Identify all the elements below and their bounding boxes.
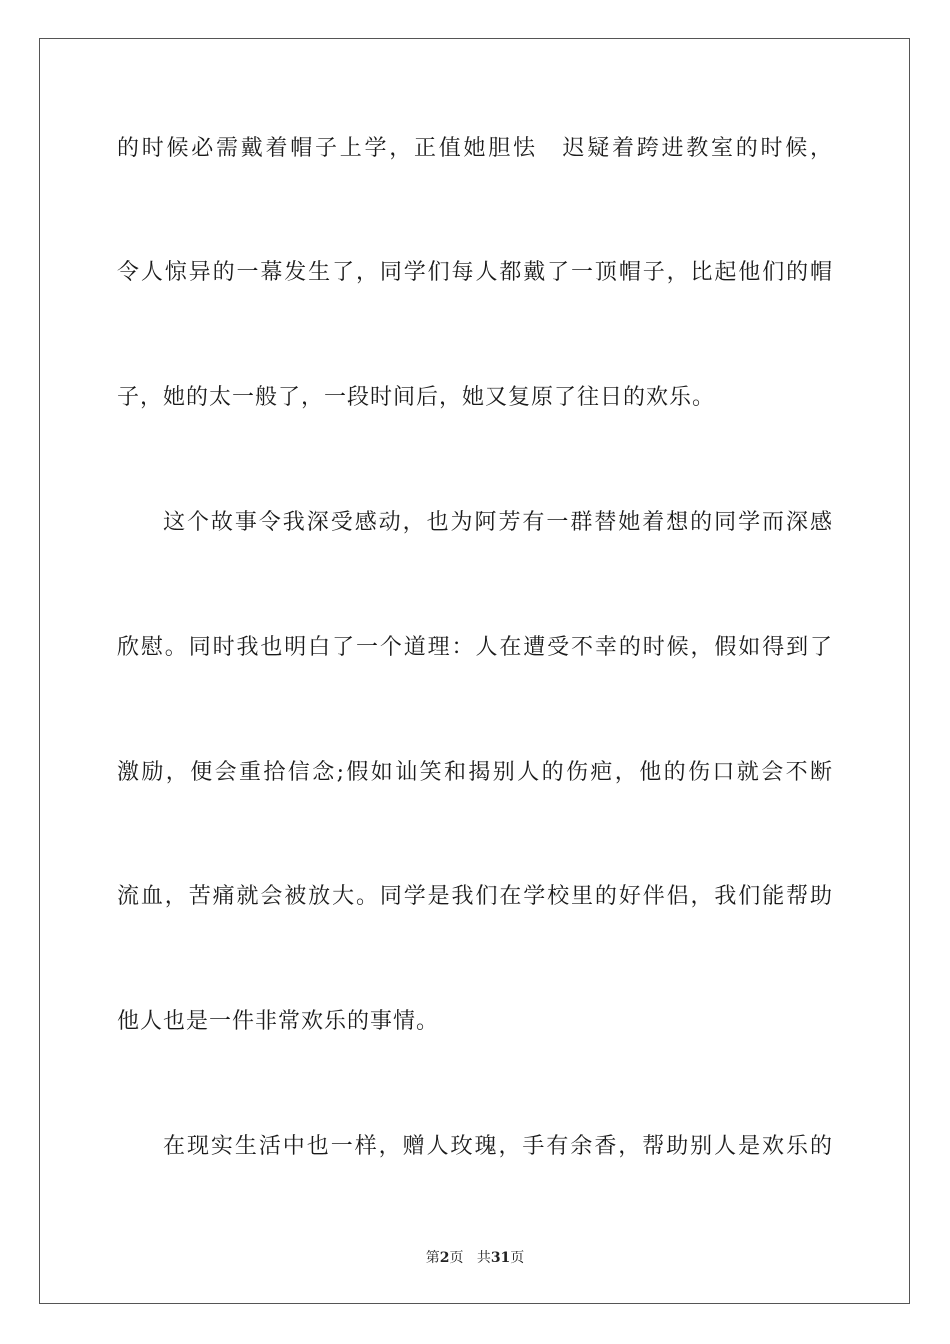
- footer-total-pages: 31: [490, 1250, 511, 1266]
- footer-total-prefix: 共: [476, 1250, 491, 1266]
- text-line-3: 子，她的太一般了，一段时间后，她又复原了往日的欢乐。: [117, 385, 716, 410]
- page-footer: [0, 1248, 950, 1268]
- text-line-8: 他人也是一件非常欢乐的事情。: [117, 1009, 440, 1034]
- text-line-6: 激励，便会重拾信念;假如讪笑和揭别人的伤疤，他的伤口就会不断: [117, 760, 833, 785]
- footer-page-number: 2: [439, 1250, 450, 1266]
- text-line-7: 流血，苦痛就会被放大。同学是我们在学校里的好伴侣，我们能帮助: [117, 884, 833, 909]
- text-line-2: 令人惊异的一幕发生了，同学们每人都戴了一顶帽子，比起他们的帽: [117, 260, 833, 285]
- text-line-4: 这个故事令我深受感动，也为阿芳有一群替她着想的同学而深感: [163, 510, 833, 535]
- page-frame: [39, 38, 910, 1304]
- text-line-9: 在现实生活中也一样，赠人玫瑰，手有余香，帮助别人是欢乐的: [163, 1134, 833, 1159]
- text-line-1: 的时候必需戴着帽子上学，正值她胆怯 迟疑着跨进教室的时候，: [117, 136, 833, 161]
- footer-total-suffix: 页: [510, 1250, 525, 1266]
- footer-page-prefix: 第: [425, 1250, 440, 1266]
- footer-page-suffix: 页: [449, 1250, 464, 1266]
- text-line-5: 欣慰。同时我也明白了一个道理：人在遭受不幸的时候，假如得到了: [117, 635, 833, 660]
